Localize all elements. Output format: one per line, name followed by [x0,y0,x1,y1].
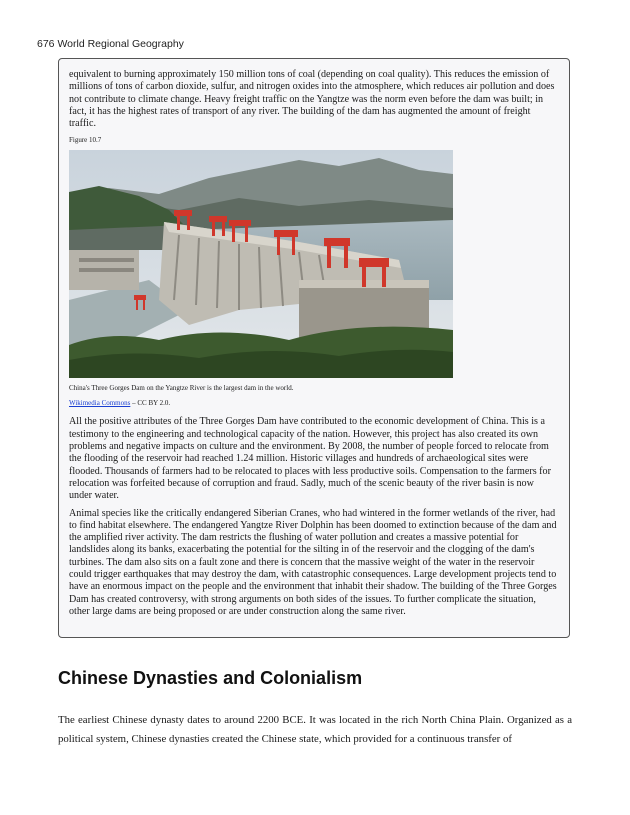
figure-caption: China's Three Gorges Dam on the Yangtze River is the largest dam in the world. [69,384,294,393]
running-head [37,38,184,50]
license-text: – CC BY 2.0. [130,399,171,408]
figure-credit [69,399,559,408]
three-gorges-dam-photo [69,150,453,378]
section-heading: Chinese Dynasties and Colonialism [58,668,363,688]
wikimedia-commons-link[interactable]: Wikimedia Commons [69,399,131,408]
positive-attributes-paragraph: All the positive attributes of the Three Gorges Dam have contributed to the economic development of China. This is a testimony to the engineering and technological capacity of the nation. However, this project has also created its own problems and negative impacts on culture and the environment. By 2008, the number of people forced to relocate from the flooding of the reservoir had reached 1.24 million. Historic villages and hundreds of archaeological sites were flooded. Thousands of farmers had to be relocated to places with less productive soils. Compensation to the farmers for relocation was forfeited because of corruption and fraud. Sadly, much of the scenic beauty of the river basin is now under water. [69,416,551,502]
body-paragraph: The earliest Chinese dynasty dates to around 2200 BCE. It was located in the rich North China Plain. Organized as a political system, Chinese dynasties created the Chinese state, which provided for a continuous transfer of [58,714,572,745]
feature-box [58,58,570,638]
figure-label: Figure 10.7 [69,136,102,145]
animal-species-paragraph: Animal species like the critically endangered Siberian Cranes, who had wintered in the former wetlands of the river, had to find habitat elsewhere. The endangered Yangtze River Dolphin has been doomed to extinction because of the dam and the amplified river activity. The dam restricts the flushing of water pollution and creates a massive potential for landslides along its banks, exacerbating the potential for the silting in of the reservoir and the clogging of the dam's turbines. The dam also sits on a fault zone and there is concern that the massive weight of the water in the reservoir could trigger earthquakes that may destroy the dam, with catastrophic consequences. Large development projects tend to have an enormous impact on the people and the environment that inhabit their shadow. The building of the Three Gorges Dam has created controversy, with strong arguments on both sides of the issues. To further complicate the situation, other large dams are being proposed or are under construction along the same river. [69,507,557,617]
intro-paragraph: equivalent to burning approximately 150 million tons of coal (depending on coal quality). This reduces the emission of millions of tons of carbon dioxide, sulfur, and nitrogen oxides into the atmosphere, which reduces air pollution and does not contribute to climate change. Heavy freight traffic on the Yangtze was the norm even before the dam was built; in fact, it has the highest rates of transport of any river. The building of the dam has augmented the amount of freight traffic. [69,69,555,130]
book-title: World Regional Geography [57,38,184,50]
page-number: 676 [37,38,55,50]
dam-illustration [69,150,453,378]
